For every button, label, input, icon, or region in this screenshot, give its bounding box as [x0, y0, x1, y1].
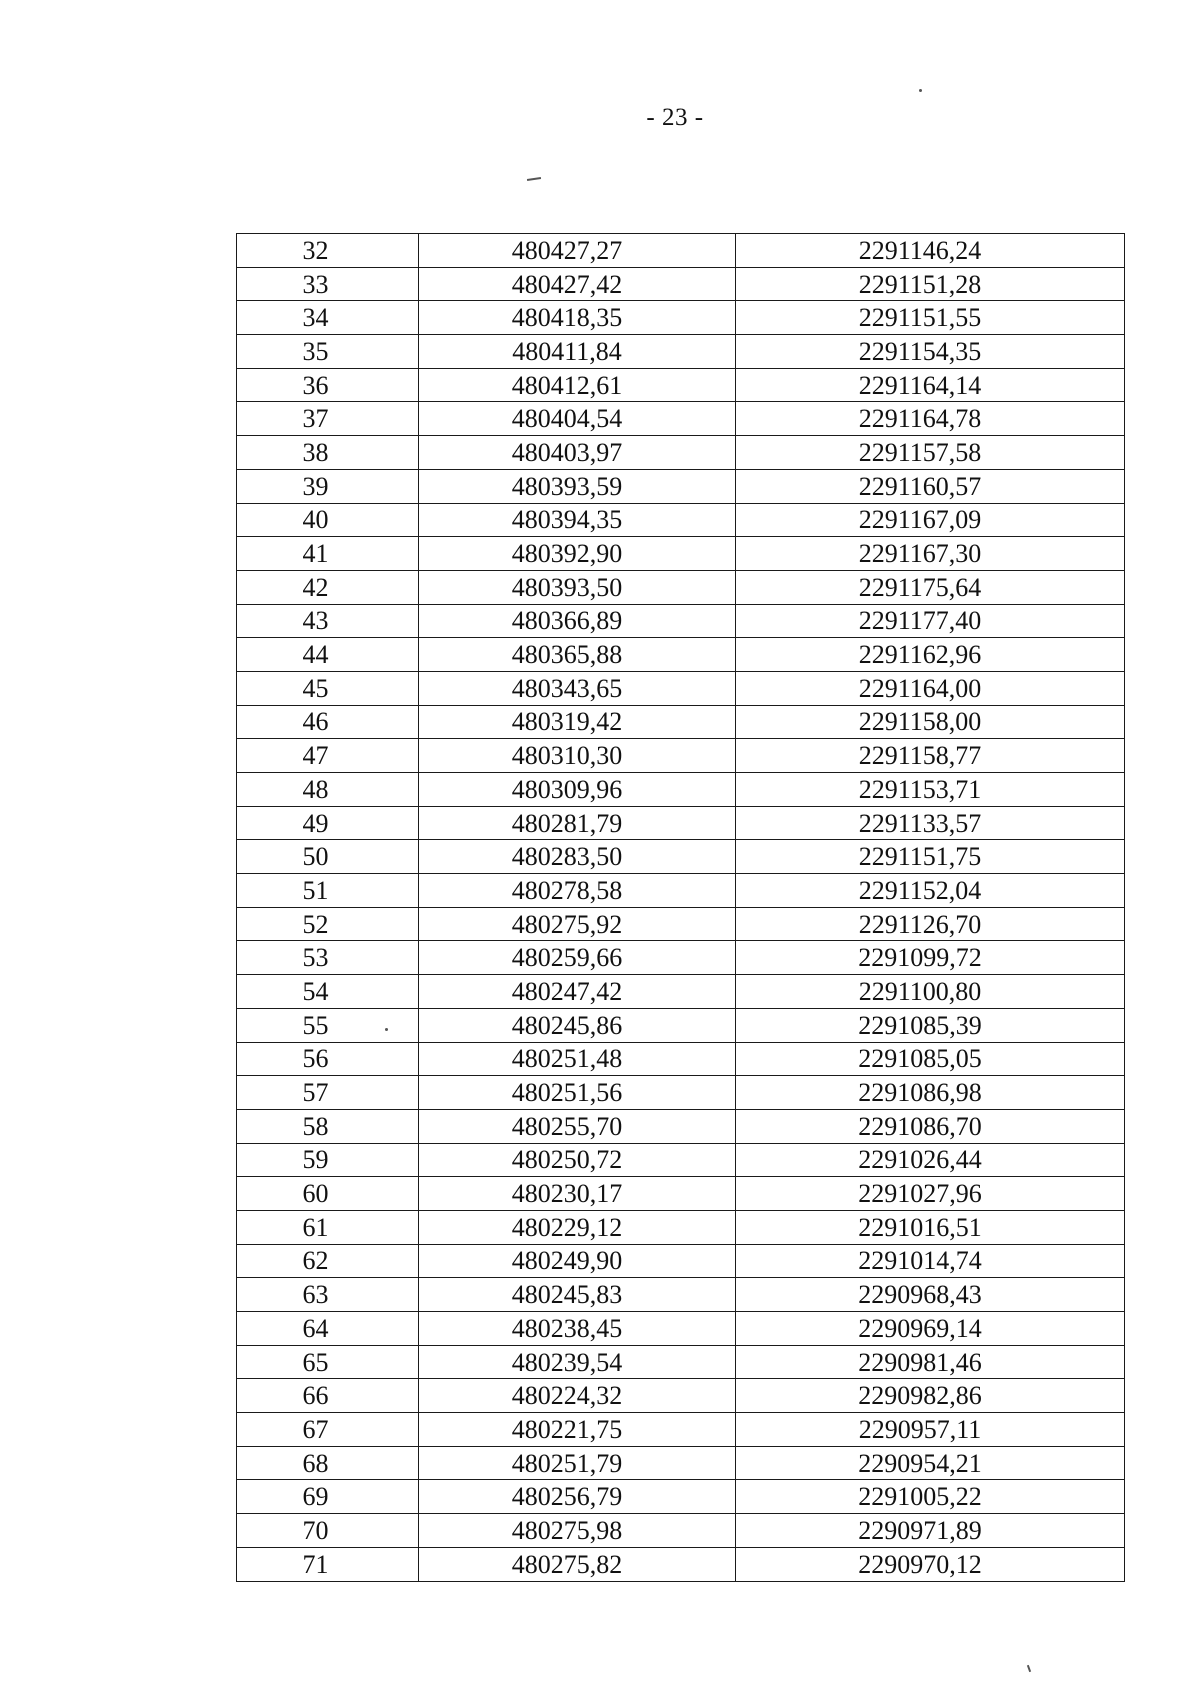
y-coordinate-cell: 2291133,57	[736, 806, 1125, 840]
x-coordinate-cell: 480404,54	[419, 402, 736, 436]
scan-speck	[527, 177, 541, 181]
y-coordinate-cell: 2291027,96	[736, 1177, 1125, 1211]
table-row	[237, 1312, 1125, 1346]
y-coordinate-cell: 2291158,00	[736, 705, 1125, 739]
y-coordinate-cell: 2291152,04	[736, 874, 1125, 908]
table-row	[237, 1143, 1125, 1177]
y-coordinate-cell: 2291146,24	[736, 234, 1125, 268]
page-number: - 23 -	[646, 104, 704, 131]
x-coordinate-cell: 480418,35	[419, 301, 736, 335]
table-row	[237, 503, 1125, 537]
point-number-cell: 60	[237, 1177, 419, 1211]
table-row	[237, 671, 1125, 705]
table-row	[237, 975, 1125, 1009]
table-row	[237, 1379, 1125, 1413]
table-row	[237, 739, 1125, 773]
table-row	[237, 638, 1125, 672]
y-coordinate-cell: 2291126,70	[736, 907, 1125, 941]
table-row	[237, 335, 1125, 369]
y-coordinate-cell: 2291099,72	[736, 941, 1125, 975]
y-coordinate-cell: 2291086,70	[736, 1109, 1125, 1143]
point-number-cell: 64	[237, 1312, 419, 1346]
table-row	[237, 604, 1125, 638]
x-coordinate-cell: 480245,83	[419, 1278, 736, 1312]
table-row	[237, 1446, 1125, 1480]
y-coordinate-cell: 2291167,09	[736, 503, 1125, 537]
table-row	[237, 570, 1125, 604]
coordinates-table-body	[237, 234, 1125, 1582]
table-row	[237, 1413, 1125, 1447]
point-number-cell: 61	[237, 1210, 419, 1244]
x-coordinate-cell: 480393,59	[419, 469, 736, 503]
y-coordinate-cell: 2290968,43	[736, 1278, 1125, 1312]
point-number-cell: 35	[237, 335, 419, 369]
x-coordinate-cell: 480275,92	[419, 907, 736, 941]
point-number-cell: 66	[237, 1379, 419, 1413]
point-number-cell: 43	[237, 604, 419, 638]
point-number-cell: 42	[237, 570, 419, 604]
table-row	[237, 469, 1125, 503]
table-row	[237, 267, 1125, 301]
x-coordinate-cell: 480394,35	[419, 503, 736, 537]
x-coordinate-cell: 480229,12	[419, 1210, 736, 1244]
point-number-cell: 67	[237, 1413, 419, 1447]
point-number-cell: 54	[237, 975, 419, 1009]
point-number-cell: 71	[237, 1547, 419, 1581]
y-coordinate-cell: 2290971,89	[736, 1514, 1125, 1548]
y-coordinate-cell: 2291100,80	[736, 975, 1125, 1009]
point-number-cell: 33	[237, 267, 419, 301]
x-coordinate-cell: 480247,42	[419, 975, 736, 1009]
table-row	[237, 1244, 1125, 1278]
x-coordinate-cell: 480319,42	[419, 705, 736, 739]
x-coordinate-cell: 480403,97	[419, 436, 736, 470]
y-coordinate-cell: 2291157,58	[736, 436, 1125, 470]
table-row	[237, 806, 1125, 840]
y-coordinate-cell: 2291164,78	[736, 402, 1125, 436]
x-coordinate-cell: 480412,61	[419, 368, 736, 402]
y-coordinate-cell: 2291151,55	[736, 301, 1125, 335]
y-coordinate-cell: 2291158,77	[736, 739, 1125, 773]
x-coordinate-cell: 480278,58	[419, 874, 736, 908]
y-coordinate-cell: 2291167,30	[736, 537, 1125, 571]
y-coordinate-cell: 2291164,00	[736, 671, 1125, 705]
point-number-cell: 65	[237, 1345, 419, 1379]
x-coordinate-cell: 480259,66	[419, 941, 736, 975]
point-number-cell: 62	[237, 1244, 419, 1278]
y-coordinate-cell: 2291151,28	[736, 267, 1125, 301]
x-coordinate-cell: 480283,50	[419, 840, 736, 874]
x-coordinate-cell: 480309,96	[419, 773, 736, 807]
point-number-cell: 68	[237, 1446, 419, 1480]
x-coordinate-cell: 480249,90	[419, 1244, 736, 1278]
x-coordinate-cell: 480343,65	[419, 671, 736, 705]
x-coordinate-cell: 480427,42	[419, 267, 736, 301]
point-number-cell: 41	[237, 537, 419, 571]
y-coordinate-cell: 2291085,39	[736, 1008, 1125, 1042]
table-row	[237, 907, 1125, 941]
table-row	[237, 537, 1125, 571]
x-coordinate-cell: 480221,75	[419, 1413, 736, 1447]
x-coordinate-cell: 480251,79	[419, 1446, 736, 1480]
y-coordinate-cell: 2291014,74	[736, 1244, 1125, 1278]
y-coordinate-cell: 2291177,40	[736, 604, 1125, 638]
point-number-cell: 37	[237, 402, 419, 436]
x-coordinate-cell: 480365,88	[419, 638, 736, 672]
table-row	[237, 840, 1125, 874]
x-coordinate-cell: 480239,54	[419, 1345, 736, 1379]
point-number-cell: 38	[237, 436, 419, 470]
y-coordinate-cell: 2291154,35	[736, 335, 1125, 369]
y-coordinate-cell: 2291153,71	[736, 773, 1125, 807]
x-coordinate-cell: 480256,79	[419, 1480, 736, 1514]
point-number-cell: 49	[237, 806, 419, 840]
table-row	[237, 874, 1125, 908]
y-coordinate-cell: 2290982,86	[736, 1379, 1125, 1413]
point-number-cell: 56	[237, 1042, 419, 1076]
x-coordinate-cell: 480310,30	[419, 739, 736, 773]
x-coordinate-cell: 480255,70	[419, 1109, 736, 1143]
point-number-cell: 55	[237, 1008, 419, 1042]
y-coordinate-cell: 2291085,05	[736, 1042, 1125, 1076]
x-coordinate-cell: 480245,86	[419, 1008, 736, 1042]
point-number-cell: 50	[237, 840, 419, 874]
point-number-cell: 45	[237, 671, 419, 705]
y-coordinate-cell: 2291086,98	[736, 1076, 1125, 1110]
y-coordinate-cell: 2291175,64	[736, 570, 1125, 604]
y-coordinate-cell: 2291016,51	[736, 1210, 1125, 1244]
table-row	[237, 368, 1125, 402]
y-coordinate-cell: 2291162,96	[736, 638, 1125, 672]
table-row	[237, 1480, 1125, 1514]
table-row	[237, 1547, 1125, 1581]
table-row	[237, 234, 1125, 268]
table-row	[237, 705, 1125, 739]
table-row	[237, 402, 1125, 436]
y-coordinate-cell: 2290981,46	[736, 1345, 1125, 1379]
x-coordinate-cell: 480275,82	[419, 1547, 736, 1581]
scan-speck	[919, 89, 922, 92]
point-number-cell: 53	[237, 941, 419, 975]
x-coordinate-cell: 480427,27	[419, 234, 736, 268]
y-coordinate-cell: 2290970,12	[736, 1547, 1125, 1581]
x-coordinate-cell: 480250,72	[419, 1143, 736, 1177]
y-coordinate-cell: 2291005,22	[736, 1480, 1125, 1514]
table-row	[237, 1345, 1125, 1379]
table-row	[237, 1210, 1125, 1244]
x-coordinate-cell: 480224,32	[419, 1379, 736, 1413]
x-coordinate-cell: 480251,56	[419, 1076, 736, 1110]
x-coordinate-cell: 480275,98	[419, 1514, 736, 1548]
point-number-cell: 48	[237, 773, 419, 807]
table-row	[237, 773, 1125, 807]
scan-speck	[1027, 1665, 1031, 1672]
point-number-cell: 59	[237, 1143, 419, 1177]
point-number-cell: 44	[237, 638, 419, 672]
y-coordinate-cell: 2291160,57	[736, 469, 1125, 503]
x-coordinate-cell: 480238,45	[419, 1312, 736, 1346]
y-coordinate-cell: 2291026,44	[736, 1143, 1125, 1177]
point-number-cell: 51	[237, 874, 419, 908]
y-coordinate-cell: 2290957,11	[736, 1413, 1125, 1447]
x-coordinate-cell: 480411,84	[419, 335, 736, 369]
table-row	[237, 1278, 1125, 1312]
y-coordinate-cell: 2290969,14	[736, 1312, 1125, 1346]
y-coordinate-cell: 2291151,75	[736, 840, 1125, 874]
y-coordinate-cell: 2290954,21	[736, 1446, 1125, 1480]
x-coordinate-cell: 480230,17	[419, 1177, 736, 1211]
point-number-cell: 46	[237, 705, 419, 739]
table-row	[237, 941, 1125, 975]
table-row	[237, 1177, 1125, 1211]
point-number-cell: 39	[237, 469, 419, 503]
x-coordinate-cell: 480251,48	[419, 1042, 736, 1076]
table-row	[237, 1109, 1125, 1143]
table-row	[237, 1042, 1125, 1076]
x-coordinate-cell: 480392,90	[419, 537, 736, 571]
table-row	[237, 301, 1125, 335]
coordinates-table	[236, 233, 1125, 1582]
point-number-cell: 36	[237, 368, 419, 402]
point-number-cell: 34	[237, 301, 419, 335]
x-coordinate-cell: 480393,50	[419, 570, 736, 604]
point-number-cell: 57	[237, 1076, 419, 1110]
x-coordinate-cell: 480281,79	[419, 806, 736, 840]
point-number-cell: 63	[237, 1278, 419, 1312]
point-number-cell: 40	[237, 503, 419, 537]
table-row	[237, 1076, 1125, 1110]
x-coordinate-cell: 480366,89	[419, 604, 736, 638]
point-number-cell: 47	[237, 739, 419, 773]
point-number-cell: 52	[237, 907, 419, 941]
point-number-cell: 32	[237, 234, 419, 268]
table-row	[237, 1514, 1125, 1548]
y-coordinate-cell: 2291164,14	[736, 368, 1125, 402]
point-number-cell: 58	[237, 1109, 419, 1143]
table-row	[237, 436, 1125, 470]
table-row	[237, 1008, 1125, 1042]
point-number-cell: 69	[237, 1480, 419, 1514]
point-number-cell: 70	[237, 1514, 419, 1548]
